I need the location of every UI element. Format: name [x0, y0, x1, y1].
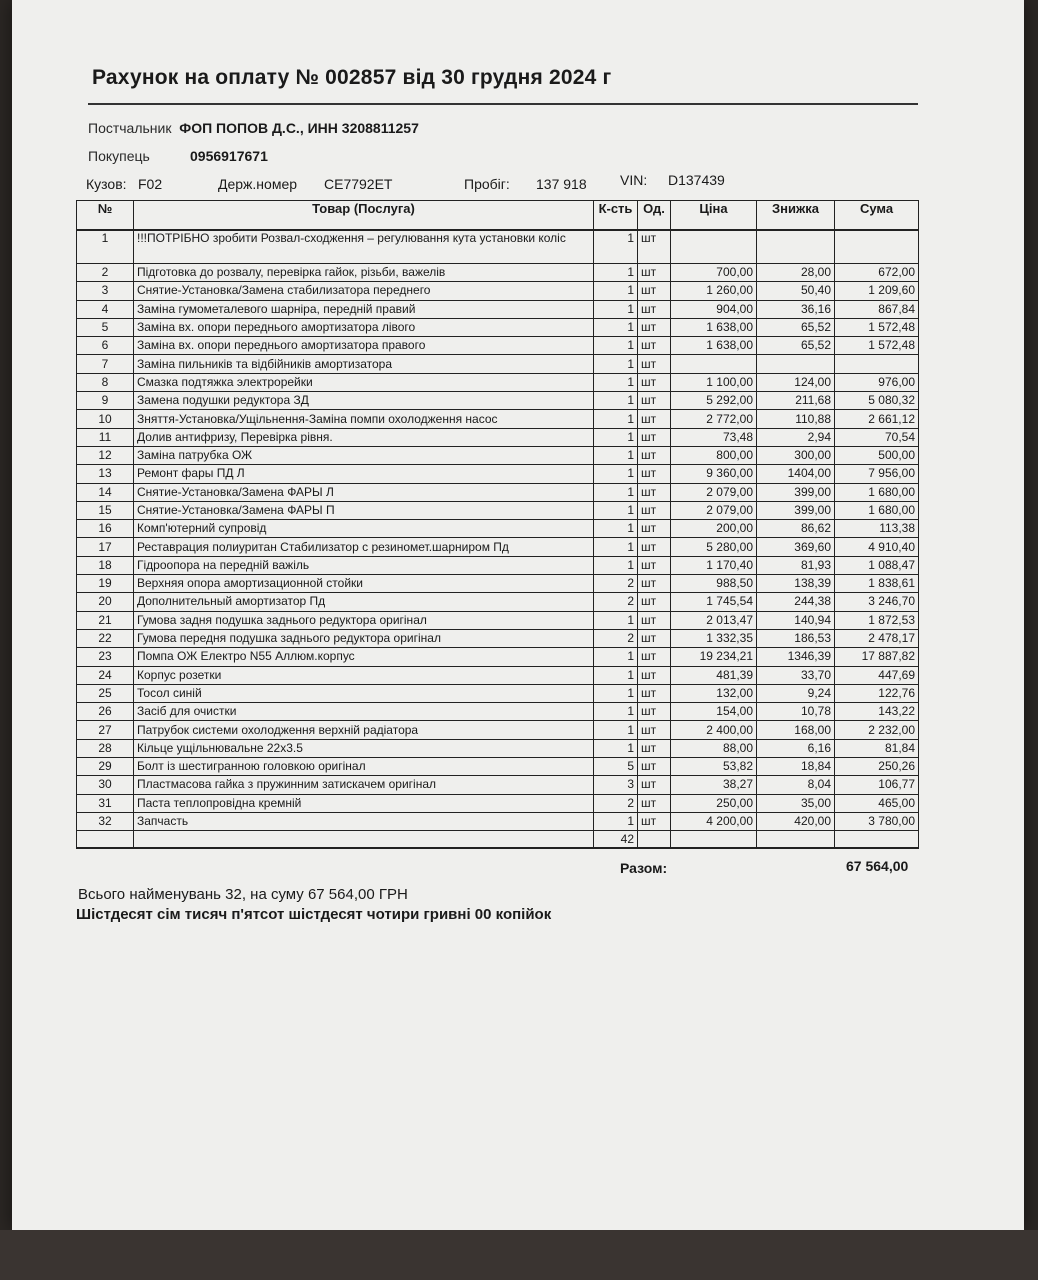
quantity: 2: [594, 575, 638, 593]
item-name: Долив антифризу, Перевірка рівня.: [134, 428, 594, 446]
item-name: Зняття-Установка/Ущільнення-Заміна помпи охолодження насос: [134, 410, 594, 428]
table-row: [77, 703, 919, 721]
price: [671, 230, 757, 264]
price: 1 745,54: [671, 593, 757, 611]
price: 200,00: [671, 520, 757, 538]
quantity: 2: [594, 794, 638, 812]
line-sum: 500,00: [835, 446, 919, 464]
quantity: 1: [594, 355, 638, 373]
unit: шт: [638, 282, 671, 300]
quantity: 1: [594, 300, 638, 318]
price: 9 360,00: [671, 465, 757, 483]
discount: [757, 230, 835, 264]
table-row: [77, 410, 919, 428]
table-row: [77, 428, 919, 446]
unit: шт: [638, 264, 671, 282]
plate-value: CE7792ET: [324, 176, 393, 192]
row-number: 30: [77, 776, 134, 794]
mileage-value: 137 918: [536, 176, 587, 192]
row-number: 8: [77, 373, 134, 391]
price: 38,27: [671, 776, 757, 794]
table-row: [77, 446, 919, 464]
discount: 81,93: [757, 556, 835, 574]
unit: шт: [638, 501, 671, 519]
price: 132,00: [671, 684, 757, 702]
table-row: [77, 648, 919, 666]
item-name: Гумова передня подушка заднього редуктора оригінал: [134, 629, 594, 647]
table-row: [77, 812, 919, 830]
supplier-label: Постчальник: [88, 120, 172, 136]
quantity: 1: [594, 410, 638, 428]
supplier-value: ФОП ПОПОВ Д.С., ИНН 3208811257: [179, 120, 419, 136]
unit: шт: [638, 794, 671, 812]
row-number: 18: [77, 556, 134, 574]
row-number: 27: [77, 721, 134, 739]
table-row: [77, 337, 919, 355]
unit: шт: [638, 230, 671, 264]
price: 2 013,47: [671, 611, 757, 629]
row-number: 5: [77, 318, 134, 336]
table-row: [77, 264, 919, 282]
line-sum: 1 872,53: [835, 611, 919, 629]
quantity: 1: [594, 465, 638, 483]
line-sum: 17 887,82: [835, 648, 919, 666]
item-name: Підготовка до розвалу, перевірка гайок, різьби, важелів: [134, 264, 594, 282]
unit: шт: [638, 337, 671, 355]
item-name: Заміна вх. опори переднього амортизатора лівого: [134, 318, 594, 336]
table-row: [77, 355, 919, 373]
table-row: [77, 392, 919, 410]
quantity: 1: [594, 483, 638, 501]
unit: шт: [638, 758, 671, 776]
price: 904,00: [671, 300, 757, 318]
line-sum: 867,84: [835, 300, 919, 318]
row-number: 19: [77, 575, 134, 593]
price: 5 280,00: [671, 538, 757, 556]
unit: шт: [638, 538, 671, 556]
background-surface: [0, 1230, 1038, 1280]
row-number: 3: [77, 282, 134, 300]
quantity: 1: [594, 264, 638, 282]
line-sum: 122,76: [835, 684, 919, 702]
line-sum: 1 680,00: [835, 483, 919, 501]
empty-cell: [757, 831, 835, 849]
unit: шт: [638, 556, 671, 574]
unit: шт: [638, 666, 671, 684]
row-number: 2: [77, 264, 134, 282]
quantity: 2: [594, 629, 638, 647]
discount: 50,40: [757, 282, 835, 300]
quantity-total: 42: [594, 831, 638, 849]
unit: шт: [638, 575, 671, 593]
unit: шт: [638, 703, 671, 721]
price: 700,00: [671, 264, 757, 282]
discount: 36,16: [757, 300, 835, 318]
item-name: Корпус розетки: [134, 666, 594, 684]
price: 2 079,00: [671, 483, 757, 501]
line-sum: 1 088,47: [835, 556, 919, 574]
discount: 86,62: [757, 520, 835, 538]
unit: шт: [638, 410, 671, 428]
table-row: [77, 501, 919, 519]
unit: шт: [638, 465, 671, 483]
discount: 8,04: [757, 776, 835, 794]
quantity: 1: [594, 520, 638, 538]
row-number: 1: [77, 230, 134, 264]
price: 5 292,00: [671, 392, 757, 410]
row-number: 7: [77, 355, 134, 373]
table-row: [77, 300, 919, 318]
quantity: 1: [594, 556, 638, 574]
price: 250,00: [671, 794, 757, 812]
price: 800,00: [671, 446, 757, 464]
line-sum: [835, 355, 919, 373]
total-value: 67 564,00: [846, 858, 909, 874]
table-row: [77, 483, 919, 501]
unit: шт: [638, 684, 671, 702]
price: 19 234,21: [671, 648, 757, 666]
plate-label: Держ.номер: [218, 176, 298, 192]
price: 2 079,00: [671, 501, 757, 519]
table-header-row: [77, 201, 919, 231]
row-number: 12: [77, 446, 134, 464]
item-name: Снятие-Установка/Замена ФАРЫ Л: [134, 483, 594, 501]
quantity: 1: [594, 392, 638, 410]
table-row: [77, 758, 919, 776]
item-name: Смазка подтяжка электрорейки: [134, 373, 594, 391]
row-number: 14: [77, 483, 134, 501]
col-header-qty: К-сть: [594, 201, 638, 231]
table-row: [77, 538, 919, 556]
unit: шт: [638, 373, 671, 391]
table-row: [77, 556, 919, 574]
table-row: [77, 230, 919, 264]
quantity: 1: [594, 666, 638, 684]
unit: шт: [638, 355, 671, 373]
item-name: Патрубок системи охолодження верхній радіатора: [134, 721, 594, 739]
quantity: 1: [594, 337, 638, 355]
line-sum: 1 572,48: [835, 318, 919, 336]
buyer-line: [88, 148, 150, 164]
unit: шт: [638, 648, 671, 666]
line-sum: 976,00: [835, 373, 919, 391]
discount: 2,94: [757, 428, 835, 446]
item-name: Запчасть: [134, 812, 594, 830]
line-sum: 3 780,00: [835, 812, 919, 830]
line-sum: 2 661,12: [835, 410, 919, 428]
price: 154,00: [671, 703, 757, 721]
supplier-line: [88, 120, 419, 136]
line-sum: 5 080,32: [835, 392, 919, 410]
price: 53,82: [671, 758, 757, 776]
item-name: Кільце ущільнювальне 22х3.5: [134, 739, 594, 757]
line-sum: 1 838,61: [835, 575, 919, 593]
total-label: Разом:: [620, 860, 668, 876]
line-sum: 3 246,70: [835, 593, 919, 611]
row-number: 10: [77, 410, 134, 428]
line-sum: 1 572,48: [835, 337, 919, 355]
discount: 300,00: [757, 446, 835, 464]
unit: шт: [638, 483, 671, 501]
item-name: Засіб для очистки: [134, 703, 594, 721]
item-name: Верхняя опора амортизационной стойки: [134, 575, 594, 593]
row-number: 6: [77, 337, 134, 355]
table-row: [77, 611, 919, 629]
col-header-unit: Од.: [638, 201, 671, 231]
table-row: [77, 575, 919, 593]
item-name: Пластмасова гайка з пружинним затискачем оригінал: [134, 776, 594, 794]
row-number: 28: [77, 739, 134, 757]
buyer-label: Покупець: [88, 148, 150, 164]
table-row: [77, 739, 919, 757]
quantity: 5: [594, 758, 638, 776]
price: 1 260,00: [671, 282, 757, 300]
row-number: 20: [77, 593, 134, 611]
table-row: [77, 794, 919, 812]
quantity: 1: [594, 538, 638, 556]
table-row: [77, 282, 919, 300]
quantity: 1: [594, 446, 638, 464]
item-name: Реставрация полиуритан Стабилизатор с резиномет.шарниром Пд: [134, 538, 594, 556]
discount: 211,68: [757, 392, 835, 410]
body-value: F02: [138, 176, 163, 192]
line-sum: 2 478,17: [835, 629, 919, 647]
item-name: Комп'ютерний супровід: [134, 520, 594, 538]
table-row: [77, 629, 919, 647]
col-header-discount: Знижка: [757, 201, 835, 231]
unit: шт: [638, 812, 671, 830]
row-number: 22: [77, 629, 134, 647]
price: 1 100,00: [671, 373, 757, 391]
empty-cell: [671, 831, 757, 849]
discount: 399,00: [757, 501, 835, 519]
unit: шт: [638, 593, 671, 611]
row-number: 16: [77, 520, 134, 538]
quantity: 1: [594, 428, 638, 446]
item-name: Заміна пильників та відбійників амортизатора: [134, 355, 594, 373]
unit: шт: [638, 739, 671, 757]
item-name: Заміна патрубка ОЖ: [134, 446, 594, 464]
table-row: [77, 721, 919, 739]
discount: 168,00: [757, 721, 835, 739]
quantity-total-row: [77, 831, 919, 849]
quantity: 1: [594, 318, 638, 336]
invoice-table: [76, 200, 919, 849]
line-sum: 465,00: [835, 794, 919, 812]
item-name: Помпа ОЖ Електро N55 Аллюм.корпус: [134, 648, 594, 666]
item-name: Заміна вх. опори переднього амортизатора правого: [134, 337, 594, 355]
item-name: Дополнительный амортизатор Пд: [134, 593, 594, 611]
unit: шт: [638, 428, 671, 446]
line-sum: 143,22: [835, 703, 919, 721]
item-name: !!!ПОТРІБНО зробити Розвал-сходження – регулювання кута установки коліс: [134, 230, 594, 264]
row-number: 31: [77, 794, 134, 812]
quantity: 1: [594, 611, 638, 629]
price: 4 200,00: [671, 812, 757, 830]
discount: 65,52: [757, 337, 835, 355]
discount: 9,24: [757, 684, 835, 702]
table-row: [77, 373, 919, 391]
price: [671, 355, 757, 373]
price: 2 400,00: [671, 721, 757, 739]
price: 1 638,00: [671, 337, 757, 355]
discount: 138,39: [757, 575, 835, 593]
amount-in-words: Шістдесят сім тисяч п'ятсот шістдесят чотири гривні 00 копійок: [76, 906, 552, 923]
table-row: [77, 318, 919, 336]
discount: 35,00: [757, 794, 835, 812]
unit: шт: [638, 520, 671, 538]
mileage-label: Пробіг:: [464, 176, 510, 192]
item-name: Заміна гумометалевого шарніра, передній правий: [134, 300, 594, 318]
table-row: [77, 666, 919, 684]
line-sum: 113,38: [835, 520, 919, 538]
discount: 124,00: [757, 373, 835, 391]
table-row: [77, 684, 919, 702]
discount: [757, 355, 835, 373]
row-number: 23: [77, 648, 134, 666]
col-header-item: Товар (Послуга): [134, 201, 594, 231]
col-header-sum: Сума: [835, 201, 919, 231]
vin-label: VIN:: [620, 172, 648, 188]
row-number: 21: [77, 611, 134, 629]
quantity: 3: [594, 776, 638, 794]
line-sum: 106,77: [835, 776, 919, 794]
empty-cell: [638, 831, 671, 849]
col-header-num: №: [77, 201, 134, 231]
item-name: Ремонт фары ПД Л: [134, 465, 594, 483]
table-row: [77, 465, 919, 483]
line-sum: 447,69: [835, 666, 919, 684]
discount: 65,52: [757, 318, 835, 336]
table-row: [77, 593, 919, 611]
price: 2 772,00: [671, 410, 757, 428]
unit: шт: [638, 721, 671, 739]
line-sum: 70,54: [835, 428, 919, 446]
discount: 6,16: [757, 739, 835, 757]
table-row: [77, 776, 919, 794]
quantity: 1: [594, 373, 638, 391]
discount: 10,78: [757, 703, 835, 721]
quantity: 2: [594, 593, 638, 611]
unit: шт: [638, 611, 671, 629]
unit: шт: [638, 776, 671, 794]
item-name: Гідроопора на передній важіль: [134, 556, 594, 574]
unit: шт: [638, 392, 671, 410]
price: 481,39: [671, 666, 757, 684]
line-sum: 4 910,40: [835, 538, 919, 556]
line-sum: 7 956,00: [835, 465, 919, 483]
item-name: Снятие-Установка/Замена ФАРЫ П: [134, 501, 594, 519]
buyer-value: 0956917671: [190, 148, 268, 164]
quantity: 1: [594, 684, 638, 702]
unit: шт: [638, 300, 671, 318]
row-number: 4: [77, 300, 134, 318]
title-divider: [88, 103, 918, 105]
row-number: 17: [77, 538, 134, 556]
discount: 1346,39: [757, 648, 835, 666]
item-name: Снятие-Установка/Замена стабилизатора переднего: [134, 282, 594, 300]
quantity: 1: [594, 648, 638, 666]
vin-value: D137439: [668, 172, 725, 188]
line-sum: [835, 230, 919, 264]
row-number: 15: [77, 501, 134, 519]
row-number: 9: [77, 392, 134, 410]
price: 1 638,00: [671, 318, 757, 336]
discount: 18,84: [757, 758, 835, 776]
discount: 369,60: [757, 538, 835, 556]
quantity: 1: [594, 230, 638, 264]
price: 988,50: [671, 575, 757, 593]
unit: шт: [638, 446, 671, 464]
item-name: Болт із шестигранною головкою оригінал: [134, 758, 594, 776]
discount: 186,53: [757, 629, 835, 647]
price: 1 332,35: [671, 629, 757, 647]
item-name: Гумова задня подушка заднього редуктора оригінал: [134, 611, 594, 629]
price: 1 170,40: [671, 556, 757, 574]
line-sum: 250,26: [835, 758, 919, 776]
row-number: 26: [77, 703, 134, 721]
line-sum: 1 680,00: [835, 501, 919, 519]
discount: 110,88: [757, 410, 835, 428]
discount: 33,70: [757, 666, 835, 684]
line-sum: 81,84: [835, 739, 919, 757]
unit: шт: [638, 318, 671, 336]
unit: шт: [638, 629, 671, 647]
row-number: 11: [77, 428, 134, 446]
price: 73,48: [671, 428, 757, 446]
invoice-title: Рахунок на оплату № 002857 від 30 грудня 2024 г: [92, 66, 612, 89]
discount: 28,00: [757, 264, 835, 282]
discount: 1404,00: [757, 465, 835, 483]
discount: 244,38: [757, 593, 835, 611]
row-number: 13: [77, 465, 134, 483]
summary-line: Всього найменувань 32, на суму 67 564,00 ГРН: [78, 886, 408, 903]
quantity: 1: [594, 703, 638, 721]
item-name: Тосол синій: [134, 684, 594, 702]
quantity: 1: [594, 721, 638, 739]
discount: 399,00: [757, 483, 835, 501]
buyer-value-wrap: [190, 148, 268, 164]
empty-cell: [835, 831, 919, 849]
line-sum: 2 232,00: [835, 721, 919, 739]
price: 88,00: [671, 739, 757, 757]
item-name: Паста теплопровідна кремній: [134, 794, 594, 812]
quantity: 1: [594, 812, 638, 830]
discount: 140,94: [757, 611, 835, 629]
empty-cell: [134, 831, 594, 849]
item-name: Замена подушки редуктора ЗД: [134, 392, 594, 410]
row-number: 32: [77, 812, 134, 830]
empty-cell: [77, 831, 134, 849]
col-header-price: Ціна: [671, 201, 757, 231]
quantity: 1: [594, 501, 638, 519]
table-row: [77, 520, 919, 538]
body-label: Кузов:: [86, 176, 127, 192]
line-sum: 1 209,60: [835, 282, 919, 300]
row-number: 29: [77, 758, 134, 776]
discount: 420,00: [757, 812, 835, 830]
line-sum: 672,00: [835, 264, 919, 282]
quantity: 1: [594, 739, 638, 757]
row-number: 24: [77, 666, 134, 684]
row-number: 25: [77, 684, 134, 702]
quantity: 1: [594, 282, 638, 300]
